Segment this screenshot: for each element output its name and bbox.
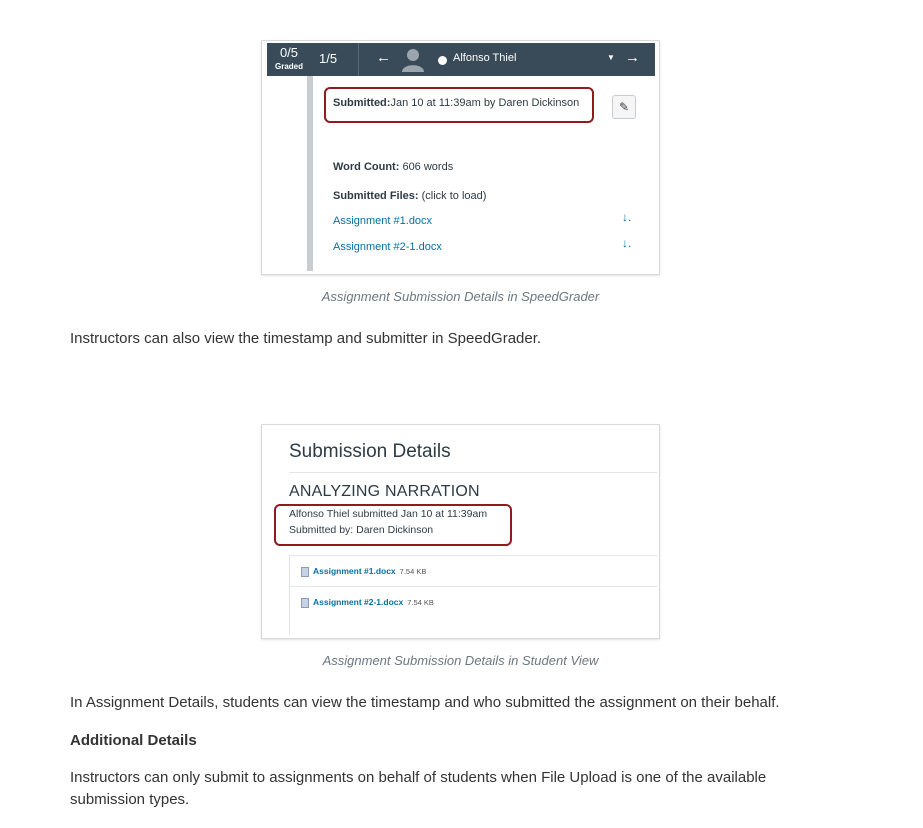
divider	[289, 586, 657, 587]
download-icon[interactable]: ↓.	[622, 210, 632, 224]
previous-student-arrow-icon[interactable]: ←	[376, 49, 391, 66]
download-icon[interactable]: ↓.	[622, 236, 632, 250]
file-size: 7.54 KB	[399, 567, 427, 576]
file-link[interactable]: Assignment #2-1.docx	[313, 597, 404, 607]
highlight-box	[324, 87, 594, 123]
submitted-label: Submitted:	[333, 97, 391, 109]
avatar-icon	[401, 47, 425, 72]
submitted-files-hint: (click to load)	[418, 190, 487, 202]
chevron-down-icon[interactable]: ▼	[607, 53, 615, 62]
graded-label: Graded	[274, 62, 303, 71]
student-name[interactable]: Alfonso Thiel	[453, 52, 517, 64]
word-count-label: Word Count:	[333, 161, 400, 173]
word-count	[333, 161, 453, 173]
paragraph: Instructors can also view the timestamp and submitter in SpeedGrader.	[70, 330, 542, 347]
submitted-files-label: Submitted Files:	[333, 190, 419, 202]
submitted-line: Alfonso Thiel submitted Jan 10 at 11:39am	[289, 508, 488, 520]
assignment-name: ANALYZING NARRATION	[289, 483, 480, 500]
speedgrader-header	[267, 43, 655, 76]
divider	[289, 555, 657, 556]
submitted-by-line: Submitted by: Daren Dickinson	[289, 524, 434, 536]
paragraph-line: Instructors can only submit to assignments on behalf of students when File Upload is one of the available	[70, 769, 767, 786]
submission-rail	[307, 76, 313, 271]
graded-counter	[271, 43, 307, 72]
student-view-screenshot	[261, 424, 660, 639]
highlight-box	[274, 504, 512, 546]
file-size: 7.54 KB	[407, 598, 434, 607]
graded-count: 0/5	[279, 45, 299, 60]
paragraph-line: submission types.	[70, 791, 190, 808]
figure-caption: Assignment Submission Details in Student View	[322, 653, 599, 668]
document-icon	[301, 567, 309, 577]
submitted-value: Jan 10 at 11:39am by Daren Dickinson	[390, 97, 580, 109]
word-count-value: 606 words	[399, 161, 454, 173]
document-icon	[301, 598, 309, 608]
edit-pencil-icon[interactable]: ✎	[612, 95, 636, 119]
speedgrader-screenshot	[261, 40, 660, 275]
section-heading: Additional Details	[70, 732, 197, 749]
page-title: Submission Details	[289, 441, 451, 462]
list-item	[301, 566, 426, 577]
file-link[interactable]: Assignment #2-1.docx	[333, 241, 442, 253]
list-item	[301, 597, 434, 608]
file-link[interactable]: Assignment #1.docx	[333, 215, 433, 227]
divider	[289, 472, 657, 473]
paragraph: In Assignment Details, students can view the timestamp and who submitted the assignment on their behalf.	[70, 694, 780, 711]
student-position: 1/5	[319, 51, 338, 66]
header-divider	[358, 43, 359, 76]
submitted-files	[333, 190, 486, 202]
figure-caption: Assignment Submission Details in SpeedGrader	[321, 289, 600, 304]
file-link[interactable]: Assignment #1.docx	[313, 566, 396, 576]
next-student-arrow-icon[interactable]: →	[625, 49, 640, 66]
status-dot-icon	[438, 56, 447, 65]
